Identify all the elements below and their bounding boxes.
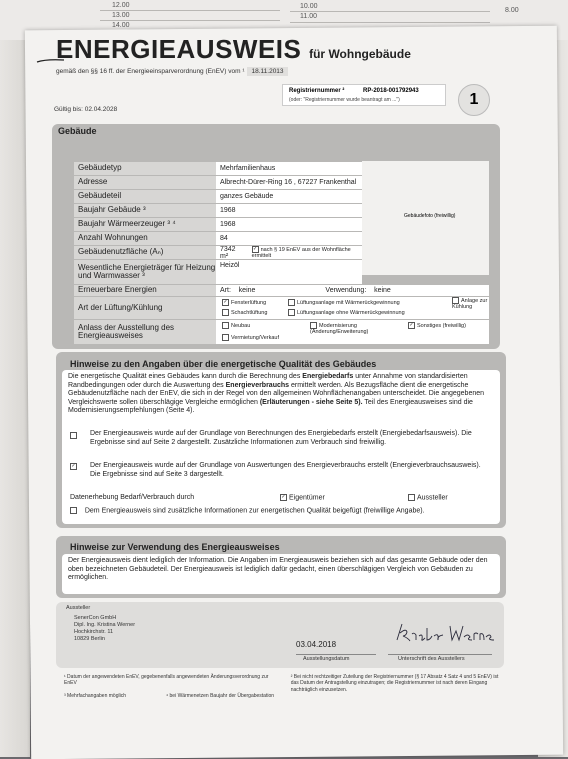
area-checkbox-icon[interactable]: ✓ bbox=[252, 246, 258, 252]
issuer-address: SenerCon GmbH Dipl. Ing. Kristina Werner Hochkirchstr. 11 10829 Berlin bbox=[74, 615, 136, 642]
signature-label: Unterschrift des Ausstellers bbox=[398, 656, 465, 662]
row-label: Adresse bbox=[74, 176, 216, 189]
footnote-1: ¹ Datum der angewendeten EnEV, gegebenenfalls angewendeten Änderungsverordnung zur EnEV bbox=[64, 674, 269, 687]
row-label: Erneuerbare Energien bbox=[74, 285, 216, 296]
consumption-option-text: Der Energieausweis wurde auf der Grundlage von Auswertungen des Energieverbrauchs erstellt (Energieverbrauchsausweis). Die Ergebnisse sind auf Seite 3 dargestellt. bbox=[90, 462, 481, 478]
row-value: Mehrfamilienhaus bbox=[216, 162, 362, 175]
data-collection-label: Datenerhebung Bedarf/Verbrauch durch bbox=[70, 494, 195, 501]
bg-time: 10.00 bbox=[300, 3, 318, 10]
ventilation-option[interactable]: Lüftungsanlage mit Wärmerückgewinnung bbox=[288, 299, 400, 306]
row-label: Anlass der Ausstellung des Energieausweises bbox=[74, 320, 216, 344]
demand-option-text: Der Energieausweis wurde auf der Grundlage von Berechnungen des Energiebedarfs erstellt (Energiebedarfsausweis). Die Ergebnisse sind auf Seite 2 dargestellt. Zusätzliche Informationen zum Verbrauch sind freiwillig. bbox=[90, 430, 472, 446]
owner-option[interactable]: ✓ Eigentümer bbox=[281, 494, 325, 502]
document-title: ENERGIEAUSWEIS für Wohngebäude bbox=[56, 34, 411, 64]
document-subtitle: gemäß den §§ 16 ff. der Energieeinsparverordnung (EnEV) vom ¹ 18.11.2013 bbox=[56, 67, 288, 76]
renewables-row: Art: keine Verwendung: keine bbox=[216, 285, 489, 296]
footnote-2: ² Bei nicht rechtzeitiger Zuteilung der Registriernummer (§ 17 Absatz 4 Satz 4 und 5 EnEV) ist das Datum der Antragstellung einzutragen; die Registriernummer ist nach deren Eingang nachträglich einzusetzen. bbox=[290, 674, 499, 693]
issue-date: 03.04.2018 bbox=[296, 640, 337, 649]
occasion-option[interactable]: Vermietung/Verkauf bbox=[222, 334, 279, 341]
bg-time: 14.00 bbox=[112, 22, 130, 29]
row-label: Gebäudenutzfläche (Aₙ) bbox=[74, 246, 216, 259]
bg-time: 13.00 bbox=[112, 12, 130, 19]
row-label: Wesentliche Energieträger für Heizung und Warmwasser ³ bbox=[74, 260, 216, 284]
demand-checkbox-icon[interactable] bbox=[70, 432, 77, 439]
footnote-4: ⁴ bei Wärmenetzen Baujahr der Übergabestation bbox=[165, 692, 275, 699]
row-value: Albrecht-Dürer-Ring 16 , 67227 Frankenthal bbox=[216, 176, 362, 189]
footnote-3: ³ Mehrfachangaben möglich bbox=[64, 692, 126, 699]
row-value: 84 bbox=[216, 232, 362, 245]
row-label: Art der Lüftung/Kühlung bbox=[74, 297, 216, 319]
row-label: Anzahl Wohnungen bbox=[74, 232, 216, 245]
row-value: ganzes Gebäude bbox=[216, 190, 362, 203]
bg-time: 8.00 bbox=[505, 7, 519, 14]
consumption-checkbox-icon[interactable]: ✓ bbox=[71, 463, 76, 469]
occasion-option[interactable]: Modernisierung (Änderung/Erweiterung) bbox=[310, 322, 369, 335]
registration-box bbox=[282, 84, 446, 106]
quality-notes-heading: Hinweise zu den Angaben über die energetische Qualität des Gebäudes bbox=[70, 359, 377, 369]
extra-info-option[interactable]: Dem Energieausweis sind zusätzliche Informationen zur energetischen Qualität beigefügt (freiwillige Angabe). bbox=[70, 507, 500, 516]
building-photo-placeholder: Gebäudefoto (freiwillig) bbox=[362, 161, 489, 275]
ventilation-option[interactable]: ✓ Fensterlüftung bbox=[223, 299, 267, 306]
usage-notes-text: Der Energieausweis dient lediglich der Information. Die Angaben im Energieausweis beziehen sich auf das gesamte Gebäude oder den oben bezeichneten Gebäudeteil. Der Energieausweis ist lediglich dafür gedacht, einen überschlägigen Vergleich von Gebäuden zu ermöglichen. bbox=[68, 557, 488, 582]
registration-number: RP-2018-001792943 bbox=[363, 88, 419, 94]
quality-intro: Die energetische Qualität eines Gebäudes kann durch die Berechnung des Energiebedarfs unter Annahme von standardisierten Randbedingungen oder durch die Auswertung des Energieverbrauchs ermittelt werden. Als Bezugsfläche dient die energetische Gebäudenutzfläche nach der EnEV, die sich in der Regel von den allgemeinen Wohnflächenangaben unterscheidet. Die angegebenen Vergleichswerte sollen überschlägige Vergleiche ermöglichen (Erläuterungen - siehe Seite 5). Teil des Energieausweises sind die Modernisierungsempfehlungen (Seite 4). bbox=[68, 373, 485, 415]
building-heading: Gebäude bbox=[58, 126, 97, 136]
usage-notes-heading: Hinweise zur Verwendung des Energieausweises bbox=[70, 542, 280, 552]
bg-time: 12.00 bbox=[112, 2, 130, 9]
page-number-badge: 1 bbox=[458, 84, 490, 116]
row-value: 1968 bbox=[216, 218, 362, 231]
ventilation-option[interactable]: Anlage zur Kühlung bbox=[452, 297, 488, 310]
area-row: 7342 m² ✓ nach § 19 EnEV aus der Wohnfläche ermittelt bbox=[216, 246, 362, 259]
row-value: 1968 bbox=[216, 204, 362, 217]
ventilation-options bbox=[216, 297, 489, 319]
occasion-option[interactable]: Neubau bbox=[222, 322, 250, 329]
occasion-option[interactable]: ✓ Sonstiges (freiwillig) bbox=[409, 322, 466, 329]
validity-date: Gültig bis: 02.04.2028 bbox=[54, 106, 118, 113]
footnotes bbox=[64, 674, 500, 699]
row-label: Baujahr Wärmeerzeuger ³ ⁴ bbox=[74, 218, 216, 231]
bg-time: 11.00 bbox=[300, 13, 317, 20]
row-label: Gebäudetyp bbox=[74, 162, 216, 175]
row-label: Gebäudeteil bbox=[74, 190, 216, 203]
ventilation-option[interactable]: Lüftungsanlage ohne Wärmerückgewinnung bbox=[288, 309, 405, 316]
row-label: Baujahr Gebäude ³ bbox=[74, 204, 216, 217]
issuer-option[interactable]: Aussteller bbox=[408, 494, 448, 503]
registration-note: (oder: "Registriernummer wurde beantragt am ...") bbox=[289, 97, 400, 103]
row-value: Heizöl bbox=[216, 260, 362, 284]
issuer-label: Aussteller bbox=[66, 605, 91, 611]
handwritten-signature bbox=[394, 618, 498, 648]
occasion-options bbox=[216, 320, 489, 344]
issue-date-label: Ausstellungsdatum bbox=[303, 656, 350, 662]
ventilation-option[interactable]: Schachtlüftung bbox=[222, 309, 267, 316]
registration-label: Registriernummer ² bbox=[289, 88, 345, 94]
